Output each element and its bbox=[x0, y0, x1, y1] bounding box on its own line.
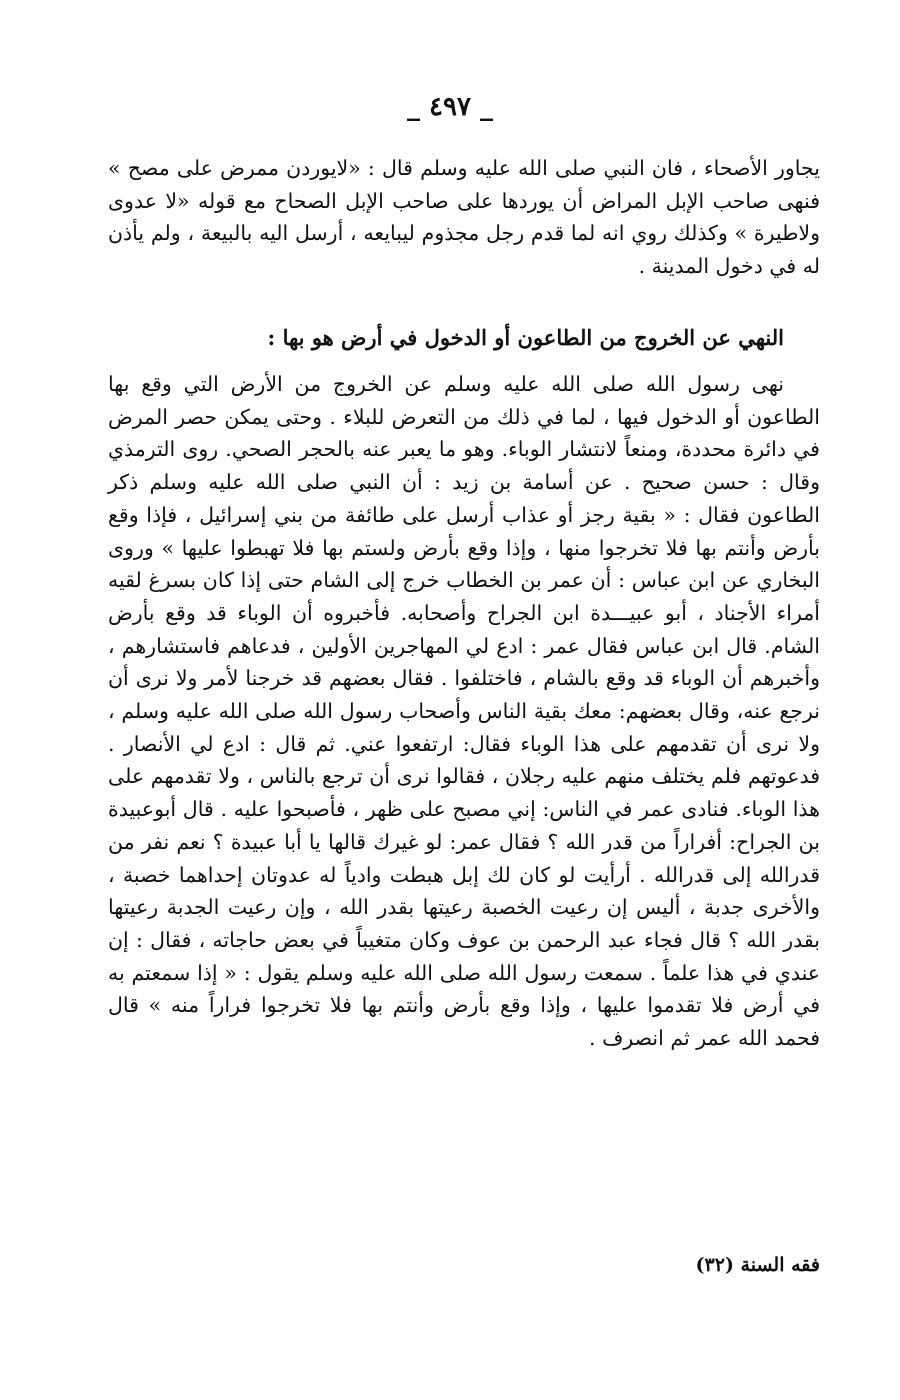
paragraph-plague bbox=[108, 368, 820, 1055]
page-number: _ ٤٩٧ _ bbox=[406, 92, 494, 122]
paragraph-text-container bbox=[108, 368, 820, 1055]
paragraph-text: نهى رسول الله صلى الله عليه وسلم عن الخروج من الأرض التي وقع بها الطاعون أو الدخول فيها ، لما في ذلك من التعرض للبلاء . وحتى يمكن حصر المرض في دائرة محددة، ومنعاً لانتشار الوباء. وهو ما يعبر عنه بالحجر الصحي. روى الترمذي وقال : حسن صحيح . عن أسامة بن زيد : أن النبي صلى الله عليه وسلم ذكر الطاعون فقال : « بقية رجز أو عذاب أرسل على طائفة من بني إسرائيل ، فإذا وقع بأرض وأنتم بها فلا تخرجوا منها ، وإذا وقع بأرض ولستم بها فلا تهبطوا عليها » وروى البخاري عن ابن عباس : أن عمر بن الخطاب خرج إلى الشام حتى إذا كان بسرغ لقيه أمراء الأجناد ، أبو عبيـــدة ابن الجراح وأصحابه. فأخبروه أن الوباء قد وقع بأرض الشام. قال ابن عباس فقال عمر : ادع لي المهاجرين الأولين ، فدعاهم فاستشارهم ، وأخبرهم أن الوباء قد وقع بالشام ، فاختلفوا . فقال بعضهم قد خرجنا لأمر ولا نرى أن نرجع عنه، وقال بعضهم: معك بقية الناس وأصحاب رسول الله صلى الله عليه وسلم ، ولا نرى أن تقدمهم على هذا الوباء فقال: ارتفعوا عني. ثم قال : ادع لي الأنصار . فدعوتهم فلم يختلف منهم عليه رجلان ، فقالوا نرى أن ترجع بالناس ، ولا تقدمهم على هذا الوباء. فنادى عمر في الناس: إني مصبح على ظهر ، فأصبحوا عليه . قال أبوعبيدة بن الجراح: أفراراً من قدر الله ؟ فقال عمر: لو غيرك قالها يا أبا عبيدة ؟ نعم نفر من قدرالله إلى قدرالله . أرأيت لو كان لك إبل هبطت وادياً له عدوتان إحداهما خصبة ، والأخرى جدبة ، أليس إن رعيت الخصبة رعيتها بقدر الله ، وإن رعيت الجدبة رعيتها بقدر الله ؟ قال فجاء عبد الرحمن بن عوف وكان متغيباً في بعض حاجاته ، فقال : إن عندي في هذا علماً . سمعت رسول الله صلى الله عليه وسلم يقول : « إذا سمعتم به في أرض فلا تقدموا عليها ، وإذا وقع بأرض وأنتم بها فلا تخرجوا فراراً منه » قال فحمد الله عمر ثم انصرف . bbox=[108, 372, 821, 1051]
paragraph-contagion bbox=[108, 152, 820, 283]
footer-signature: فقه السنة (٣٢) bbox=[695, 1254, 820, 1276]
paragraph-text: يجاور الأصحاء ، فان النبي صلى الله عليه وسلم قال : «لايوردن ممرض على مصح » فنهى صاحب الإبل المراض أن يوردها على صاحب الإبل الصحاح مع قوله «لا عدوى ولاطيرة » وكذلك روي انه لما قدم رجل مجذوم ليبايعه ، أرسل اليه بالبيعة ، ولم يأذن له في دخول المدينة . bbox=[108, 156, 820, 279]
section-heading: النهي عن الخروج من الطاعون أو الدخول في أرض هو بها : bbox=[267, 325, 784, 350]
